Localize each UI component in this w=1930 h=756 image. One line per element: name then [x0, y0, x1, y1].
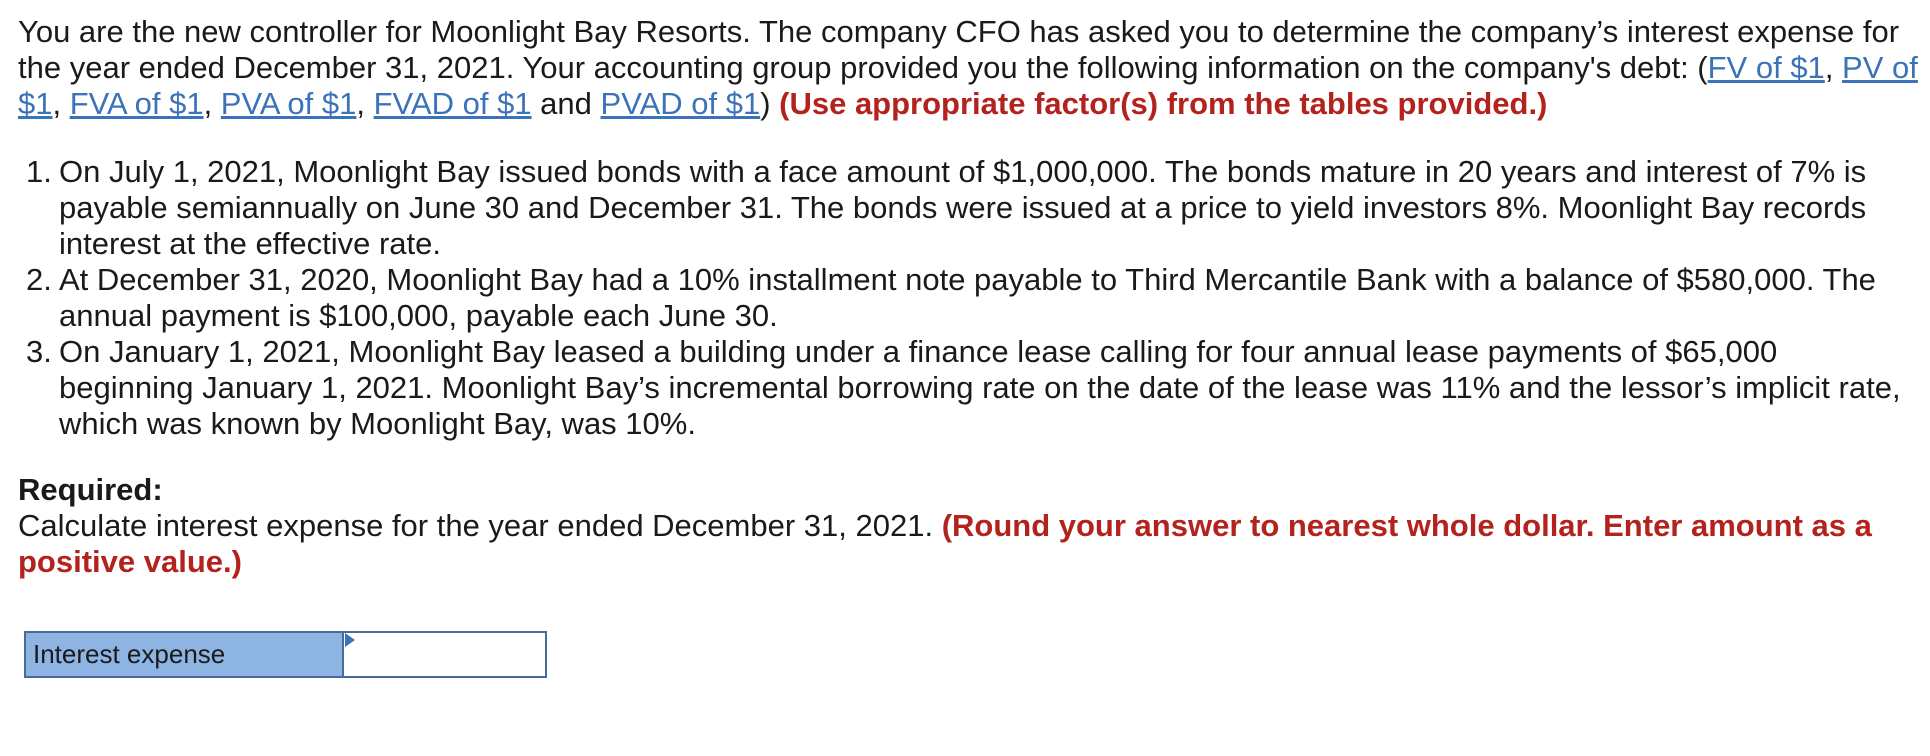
- item-text: At December 31, 2020, Moonlight Bay had a 10% installment note payable to Third Mercantile Bank with a balance of $580,000. The annual payment is $100,000, payable each June 30.: [59, 262, 1876, 333]
- link-separator: ,: [203, 86, 221, 121]
- link-fvad-of-1[interactable]: FVAD of $1: [373, 86, 532, 121]
- item-number: 2.: [26, 262, 52, 297]
- intro-text: You are the new controller for Moonlight Bay Resorts. The company CFO has asked you to determine the company’s interest expense for the year ended December 31, 2021. Your accounting group provided you the following information on the company's debt: (: [18, 14, 1900, 85]
- link-fva-of-1[interactable]: FVA of $1: [69, 86, 204, 121]
- factor-instruction: (Use appropriate factor(s) from the tables provided.): [779, 86, 1548, 121]
- answer-table: [24, 631, 547, 678]
- and-word: and: [531, 86, 601, 121]
- answer-cell[interactable]: [344, 633, 545, 676]
- item-text: On January 1, 2021, Moonlight Bay leased a building under a finance lease calling for four annual lease payments of $65,000 beginning January 1, 2021. Moonlight Bay’s incremental borrowing rate on the date of the lease was 11% and the lessor’s implicit rate, which was known by Moonlight Bay, was 10%.: [59, 334, 1901, 441]
- link-separator: ,: [1824, 50, 1843, 85]
- list-item: [26, 154, 1916, 262]
- link-pv-of-1[interactable]: PV of $1: [18, 50, 1918, 121]
- link-fv-of-1[interactable]: FV of $1: [1707, 50, 1825, 85]
- list-item: [26, 334, 1916, 442]
- list-item: [26, 262, 1916, 334]
- required-text: [18, 508, 1908, 580]
- link-separator: ,: [52, 86, 70, 121]
- closing-paren: ): [760, 86, 780, 121]
- item-number: 1.: [26, 154, 52, 189]
- required-instruction-text: Calculate interest expense for the year ended December 31, 2021.: [18, 508, 942, 543]
- cell-marker-icon: [345, 633, 355, 647]
- item-number: 3.: [26, 334, 52, 369]
- link-pva-of-1[interactable]: PVA of $1: [220, 86, 357, 121]
- interest-expense-label: Interest expense: [26, 633, 344, 676]
- problem-intro: [18, 14, 1918, 122]
- debt-items-list: [26, 154, 1916, 442]
- link-pvad-of-1[interactable]: PVAD of $1: [600, 86, 761, 121]
- rounding-instruction: (Round your answer to nearest whole dollar. Enter amount as a positive value.): [18, 508, 1872, 579]
- link-separator: ,: [356, 86, 374, 121]
- interest-expense-input[interactable]: [344, 633, 545, 676]
- required-heading: Required:: [18, 472, 163, 507]
- item-text: On July 1, 2021, Moonlight Bay issued bonds with a face amount of $1,000,000. The bonds mature in 20 years and interest of 7% is payable semiannually on June 30 and December 31. The bonds were issued at a price to yield investors 8%. Moonlight Bay records interest at the effective rate.: [59, 154, 1867, 261]
